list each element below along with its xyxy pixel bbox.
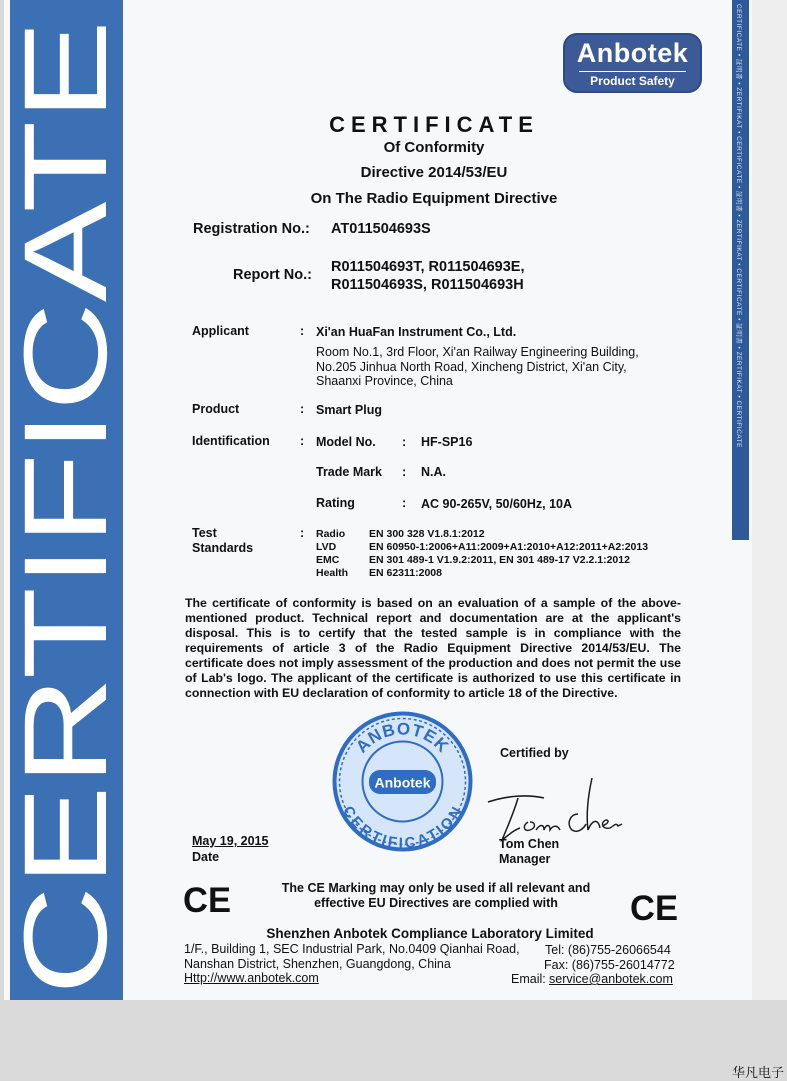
lab-email-link[interactable]: service@anbotek.com <box>549 972 673 986</box>
standard-value-emc: EN 301 489-1 V1.9.2:2011, EN 301 489-17 V2.2.1:2012 <box>369 554 630 566</box>
right-banner-text: CERTIFICATE • 証明書 • ZERTIFIKAT • CERTIFICATE • 証明書 • ZERTIFIKAT • CERTIFICATE • 証明書 • ZERTIFIKAT • CERTIFICATE <box>735 4 742 448</box>
standard-name-radio: Radio <box>316 528 346 540</box>
standards-label-line1: Test <box>192 526 217 540</box>
svg-text:CE: CE <box>630 889 678 928</box>
report-label: Report No.: <box>233 267 312 283</box>
rating-value: AC 90-265V, 50/60Hz, 10A <box>421 497 573 511</box>
lab-telephone: Tel: (86)755-26066544 <box>545 943 671 957</box>
left-banner <box>0 0 132 1000</box>
lab-website-link[interactable]: Http://www.anbotek.com <box>184 971 319 985</box>
product-label: Product <box>192 402 240 416</box>
standards-label-line2: Standards <box>192 541 254 555</box>
signer-title: Manager <box>499 852 551 866</box>
anbotek-logo <box>563 33 702 93</box>
registration-number: AT011504693S <box>331 221 431 237</box>
certified-by-label: Certified by <box>500 746 569 760</box>
identification-colon: : <box>300 434 305 448</box>
identification-label: Identification <box>192 434 270 448</box>
lab-email-label: Email: <box>511 972 546 986</box>
ce-note-line2: effective EU Directives are complied with <box>314 896 558 910</box>
model-label: Model No. <box>316 435 376 449</box>
seal-top-text: ANBOTEK <box>352 719 453 757</box>
svg-text:CERTIFICATE: CERTIFICATE <box>0 232 132 995</box>
standard-value-health: EN 62311:2008 <box>369 567 442 579</box>
trademark-value: N.A. <box>421 465 446 479</box>
product-colon: : <box>300 402 305 416</box>
standard-name-health: Health <box>316 567 349 579</box>
report-numbers-line2: R011504693S, R011504693H <box>331 277 524 293</box>
ce-mark-left-icon <box>183 881 233 920</box>
lab-fax: Fax: (86)755-26014772 <box>544 958 675 972</box>
standard-value-radio: EN 300 328 V1.8.1:2012 <box>369 528 485 540</box>
applicant-name: Xi'an HuaFan Instrument Co., Ltd. <box>316 325 517 339</box>
right-banner <box>732 0 749 540</box>
scan-margin-bottom <box>0 1000 787 1080</box>
standard-value-lvd: EN 60950-1:2006+A11:2009+A1:2010+A12:2011+A2:2013 <box>369 541 649 553</box>
date-label: Date <box>192 850 220 864</box>
ce-note-line1: The CE Marking may only be used if all relevant and <box>281 881 591 895</box>
corner-watermark-text: 华凡电子 <box>732 1066 785 1081</box>
rating-label: Rating <box>316 496 355 510</box>
certificate-subtitle: Of Conformity <box>383 139 485 156</box>
applicant-address-line2: No.205 Jinhua North Road, Xincheng District, Xi'an City, <box>316 360 627 374</box>
certificate-title: CERTIFICATE <box>329 112 539 137</box>
ce-mark-right-icon <box>630 889 680 928</box>
rating-colon: : <box>402 496 407 510</box>
applicant-address-line3: Shaanxi Province, China <box>316 374 453 388</box>
trademark-label: Trade Mark <box>316 465 383 479</box>
handwritten-signature <box>484 774 624 846</box>
product-value: Smart Plug <box>316 403 382 417</box>
issue-date: May 19, 2015 <box>192 834 269 848</box>
applicant-label: Applicant <box>192 324 249 338</box>
lab-address-line1: 1/F., Building 1, SEC Industrial Park, No.0409 Qianhai Road, <box>184 942 520 956</box>
svg-text:CE: CE <box>183 881 231 920</box>
conformity-statement: The certificate of conformity is based on an evaluation of a sample of the above-mentioned product. Technical report and documentation are at the applicant's disposal. This is to certify that the tested sample is in compliance with the requirements of article 3 of the Radio Equipment Directive 2014/53/EU. The certificate does not imply assessment of the production and does not permit the use of Lab's logo. The applicant of the certificate is authorized to use this certificate in connection with EU declaration of conformity to article 18 of the Directive. <box>185 596 681 700</box>
seal-center-text: Anbotek <box>374 774 431 791</box>
applicant-address-line1: Room No.1, 3rd Floor, Xi'an Railway Engineering Building, <box>316 345 639 359</box>
model-value: HF-SP16 <box>421 435 473 449</box>
standard-name-emc: EMC <box>316 554 340 566</box>
signer-name: Tom Chen <box>499 837 560 851</box>
lab-address-line2: Nanshan District, Shenzhen, Guangdong, China <box>184 957 451 971</box>
standards-colon: : <box>300 526 305 540</box>
scan-margin-right <box>752 0 787 1080</box>
trademark-colon: : <box>402 465 407 479</box>
registration-label: Registration No.: <box>193 221 310 237</box>
logo-tagline: Product Safety <box>590 74 675 88</box>
directive-number: Directive 2014/53/EU <box>360 164 508 181</box>
anbotek-certification-seal <box>331 710 474 853</box>
applicant-colon: : <box>300 324 305 338</box>
logo-divider <box>579 71 686 72</box>
lab-name: Shenzhen Anbotek Compliance Laboratory Limited <box>266 926 594 941</box>
directive-name: On The Radio Equipment Directive <box>310 190 558 207</box>
side-certificate-word <box>0 0 132 1000</box>
model-colon: : <box>402 435 407 449</box>
seal-bottom-text: CERTIFICATION <box>338 803 467 853</box>
report-numbers-line1: R011504693T, R011504693E, <box>331 259 525 275</box>
standard-name-lvd: LVD <box>316 541 337 553</box>
logo-name: Anbotek <box>576 38 689 68</box>
